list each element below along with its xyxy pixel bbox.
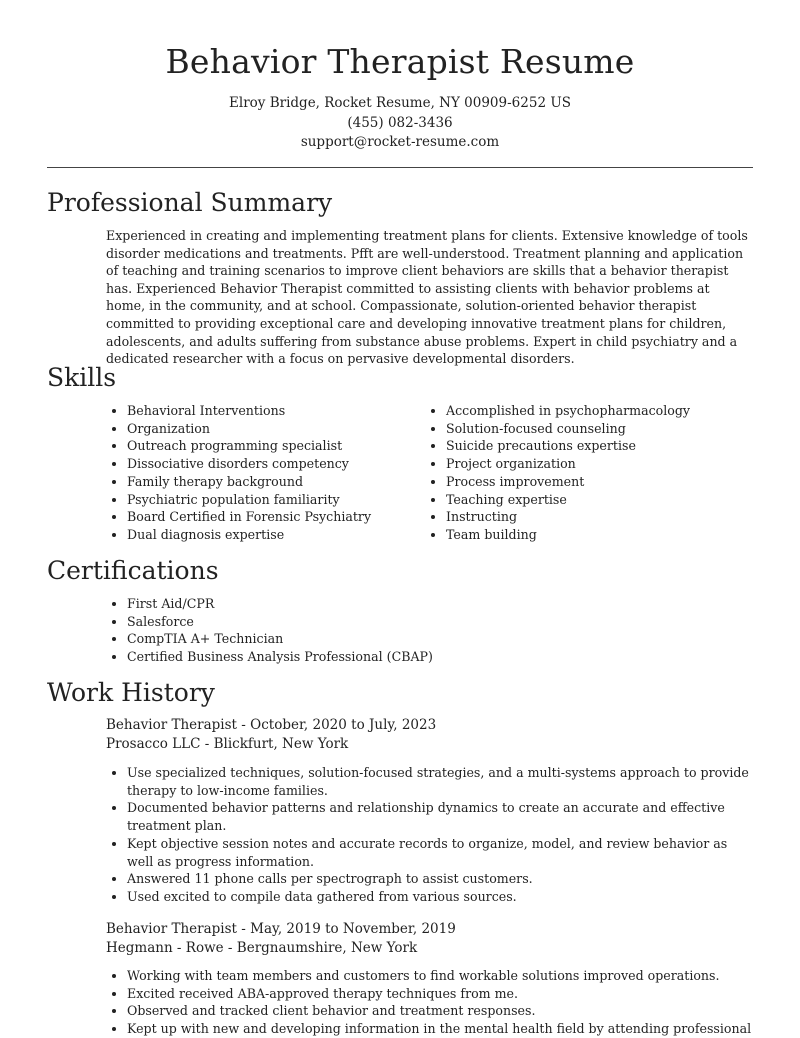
- list-item: • Organization: [127, 420, 427, 438]
- job-dates: May, 2019 to November, 2019: [250, 921, 456, 937]
- separator: -: [223, 940, 237, 956]
- list-item: • Board Certified in Forensic Psychiatry: [127, 508, 427, 526]
- list-item: • Family therapy background: [127, 473, 427, 491]
- list-item: • CompTIA A+ Technician: [127, 630, 627, 648]
- list-item: • Kept up with new and developing information in the mental health field by attending professional: [127, 1020, 767, 1038]
- job-title: Behavior Therapist: [106, 921, 237, 937]
- list-item: • Answered 11 phone calls per spectrograph to assist customers.: [127, 870, 753, 888]
- job-1-title-line: [106, 716, 436, 735]
- job-location: Bergnaumshire, New York: [236, 940, 418, 956]
- list-item: • Observed and tracked client behavior and treatment responses.: [127, 1002, 767, 1020]
- summary-heading: Professional Summary: [47, 188, 333, 217]
- list-item: • Kept objective session notes and accurate records to organize, model, and review behavior as well as progress information.: [127, 835, 753, 870]
- certifications-heading: Certifications: [47, 556, 219, 585]
- list-item: • Dissociative disorders competency: [127, 455, 427, 473]
- list-item: • Accomplished in psychopharmacology: [446, 402, 766, 420]
- job-2-company-line: [106, 939, 417, 958]
- contact-email: support@rocket-resume.com: [300, 134, 500, 150]
- job-title: Behavior Therapist: [106, 717, 237, 733]
- separator: -: [200, 736, 214, 752]
- list-item: • Salesforce: [127, 613, 627, 631]
- separator: -: [236, 717, 251, 733]
- list-item: • Dual diagnosis expertise: [127, 526, 427, 544]
- list-item: • Project organization: [446, 455, 766, 473]
- job-2-title-line: [106, 920, 456, 939]
- skills-list-right: [425, 402, 766, 544]
- certifications-list: [106, 595, 627, 666]
- list-item: • Suicide precautions expertise: [446, 437, 766, 455]
- list-item: • Behavioral Interventions: [127, 402, 427, 420]
- list-item: • Documented behavior patterns and relationship dynamics to create an accurate and effective treatment plan.: [127, 799, 753, 834]
- job-location: Blickfurt, New York: [213, 736, 349, 752]
- list-item: • Process improvement: [446, 473, 766, 491]
- list-item: • Working with team members and customers to find workable solutions improved operations.: [127, 967, 767, 985]
- list-item: • Teaching expertise: [446, 491, 766, 509]
- header-divider: [47, 167, 753, 168]
- job-company: Hegmann - Rowe: [106, 940, 224, 956]
- contact-address: Elroy Bridge, Rocket Resume, NY 00909-6252 US: [229, 95, 571, 111]
- job-1-duties: [106, 764, 753, 906]
- summary-text: Experienced in creating and implementing treatment plans for clients. Extensive knowledge of tools disorder medications and treatments. Pfft are well-understood. Treatment planning and application of teaching and training scenarios to improve client behaviors are skills that a behavior therapist has. Experienced Behavior Therapist committed to assisting clients with behavior problems at home, in the community, and at school. Compassionate, solution-oriented behavior therapist committed to providing exceptional care and developing innovative treatment plans for children, adolescents, and adults suffering from substance abuse problems. Expert in child psychiatry and a dedicated researcher with a focus on pervasive developmental disorders.: [106, 228, 748, 367]
- job-dates: October, 2020 to July, 2023: [250, 717, 437, 733]
- skills-heading: Skills: [47, 363, 117, 392]
- list-item: • Psychiatric population familiarity: [127, 491, 427, 509]
- resume-title: Behavior Therapist Resume: [165, 42, 635, 81]
- work-history-heading: Work History: [47, 678, 215, 707]
- separator: -: [236, 921, 251, 937]
- job-2-duties: [106, 967, 767, 1038]
- list-item: • First Aid/CPR: [127, 595, 627, 613]
- list-item: • Instructing: [446, 508, 766, 526]
- list-item: • Certified Business Analysis Professional (CBAP): [127, 648, 627, 666]
- job-company: Prosacco LLC: [106, 736, 201, 752]
- list-item: • Use specialized techniques, solution-focused strategies, and a multi-systems approach to provide therapy to low-income families.: [127, 764, 753, 799]
- contact-phone: (455) 082-3436: [347, 114, 453, 131]
- list-item: • Team building: [446, 526, 766, 544]
- skills-list-left: [106, 402, 427, 544]
- list-item: • Used excited to compile data gathered from various sources.: [127, 888, 753, 906]
- list-item: • Solution-focused counseling: [446, 420, 766, 438]
- contact-block: [0, 94, 800, 153]
- job-1-company-line: [106, 735, 348, 754]
- list-item: • Outreach programming specialist: [127, 437, 427, 455]
- list-item: • Excited received ABA-approved therapy techniques from me.: [127, 985, 767, 1003]
